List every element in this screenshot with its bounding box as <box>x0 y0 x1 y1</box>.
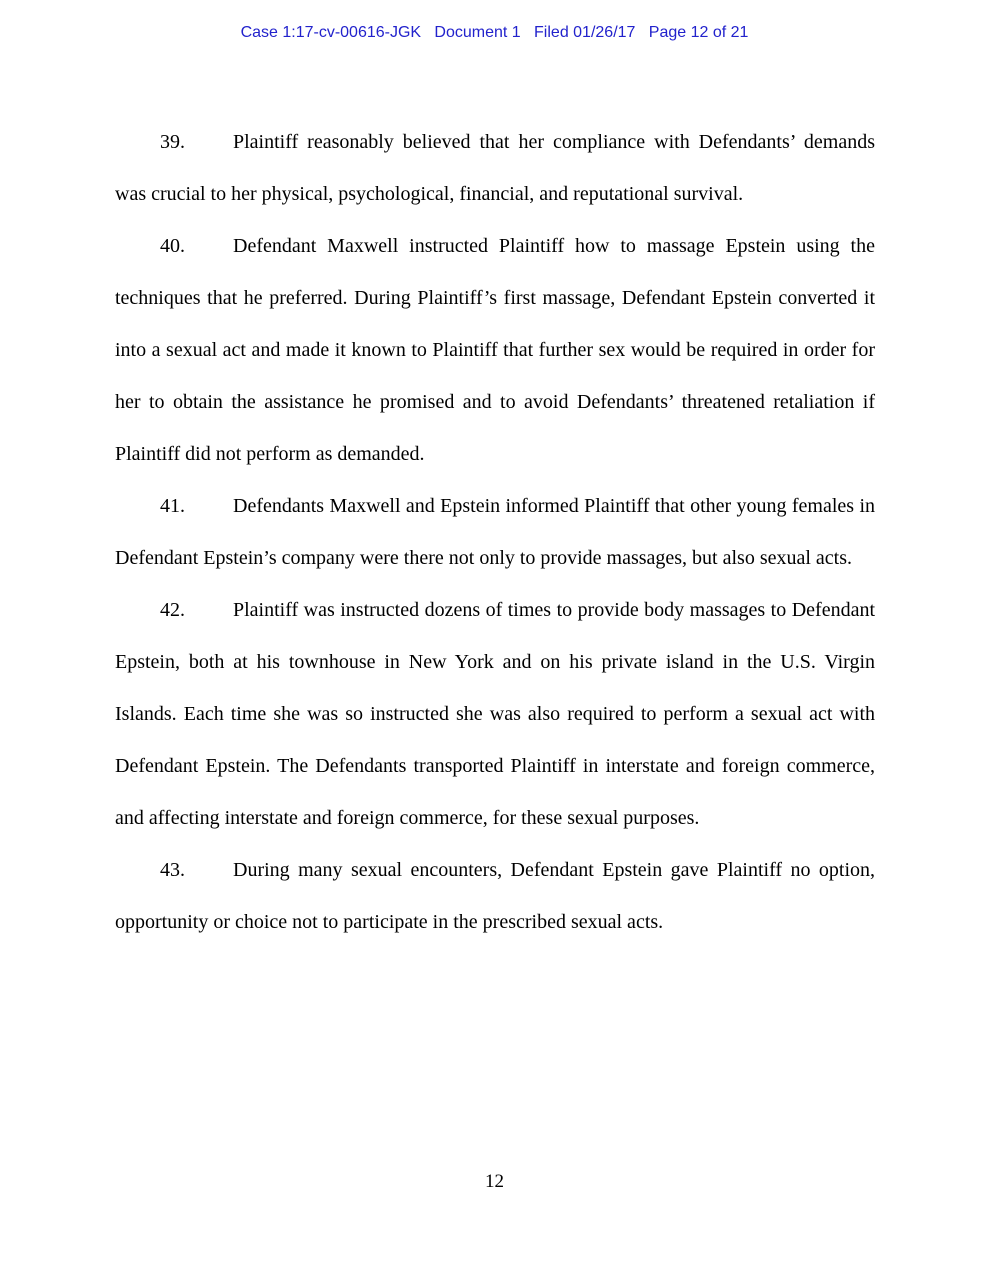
paragraph-text: Defendant Maxwell instructed Plaintiff how to massage Epstein using the techniques that he preferred. During Plaintiff’s first massage, Defendant Epstein converted it into a sexual act and made it known to Plaintiff that further sex would be required in order for her to obtain the assistance he promised and to avoid Defendants’ threatened retaliation if Plaintiff did not perform as demanded. <box>115 235 875 465</box>
paragraph-number: 42. <box>160 599 185 621</box>
case-header: Case 1:17-cv-00616-JGK Document 1 Filed 01/26/17 Page 12 of 21 <box>240 24 749 41</box>
paragraph-text: Plaintiff was instructed dozens of times to provide body massages to Defendant Epstein, both at his townhouse in New York and on his private island in the U.S. Virgin Islands. Each time she was so instructed she was also required to perform a sexual act with Defendant Epstein. The Defendants transported Plaintiff in interstate and foreign commerce, and affecting interstate and foreign commerce, for these sexual purposes. <box>115 599 875 829</box>
paragraph-43 <box>115 844 875 948</box>
paragraph-42 <box>115 584 875 844</box>
document-body <box>115 116 875 948</box>
paragraph-number: 39. <box>160 131 185 153</box>
paragraph-39 <box>115 116 875 220</box>
page-number: 12 <box>485 1171 504 1192</box>
paragraph-text: Plaintiff reasonably believed that her compliance with Defendants’ demands was crucial to her physical, psychological, financial, and reputational survival. <box>115 131 875 205</box>
paragraph-number: 43. <box>160 859 185 881</box>
paragraph-number: 41. <box>160 495 185 517</box>
paragraph-41 <box>115 480 875 584</box>
paragraph-number: 40. <box>160 235 185 257</box>
paragraph-40 <box>115 220 875 480</box>
paragraph-text: Defendants Maxwell and Epstein informed Plaintiff that other young females in Defendant Epstein’s company were there not only to provide massages, but also sexual acts. <box>115 495 875 569</box>
paragraph-text: During many sexual encounters, Defendant Epstein gave Plaintiff no option, opportunity or choice not to participate in the prescribed sexual acts. <box>115 859 875 933</box>
